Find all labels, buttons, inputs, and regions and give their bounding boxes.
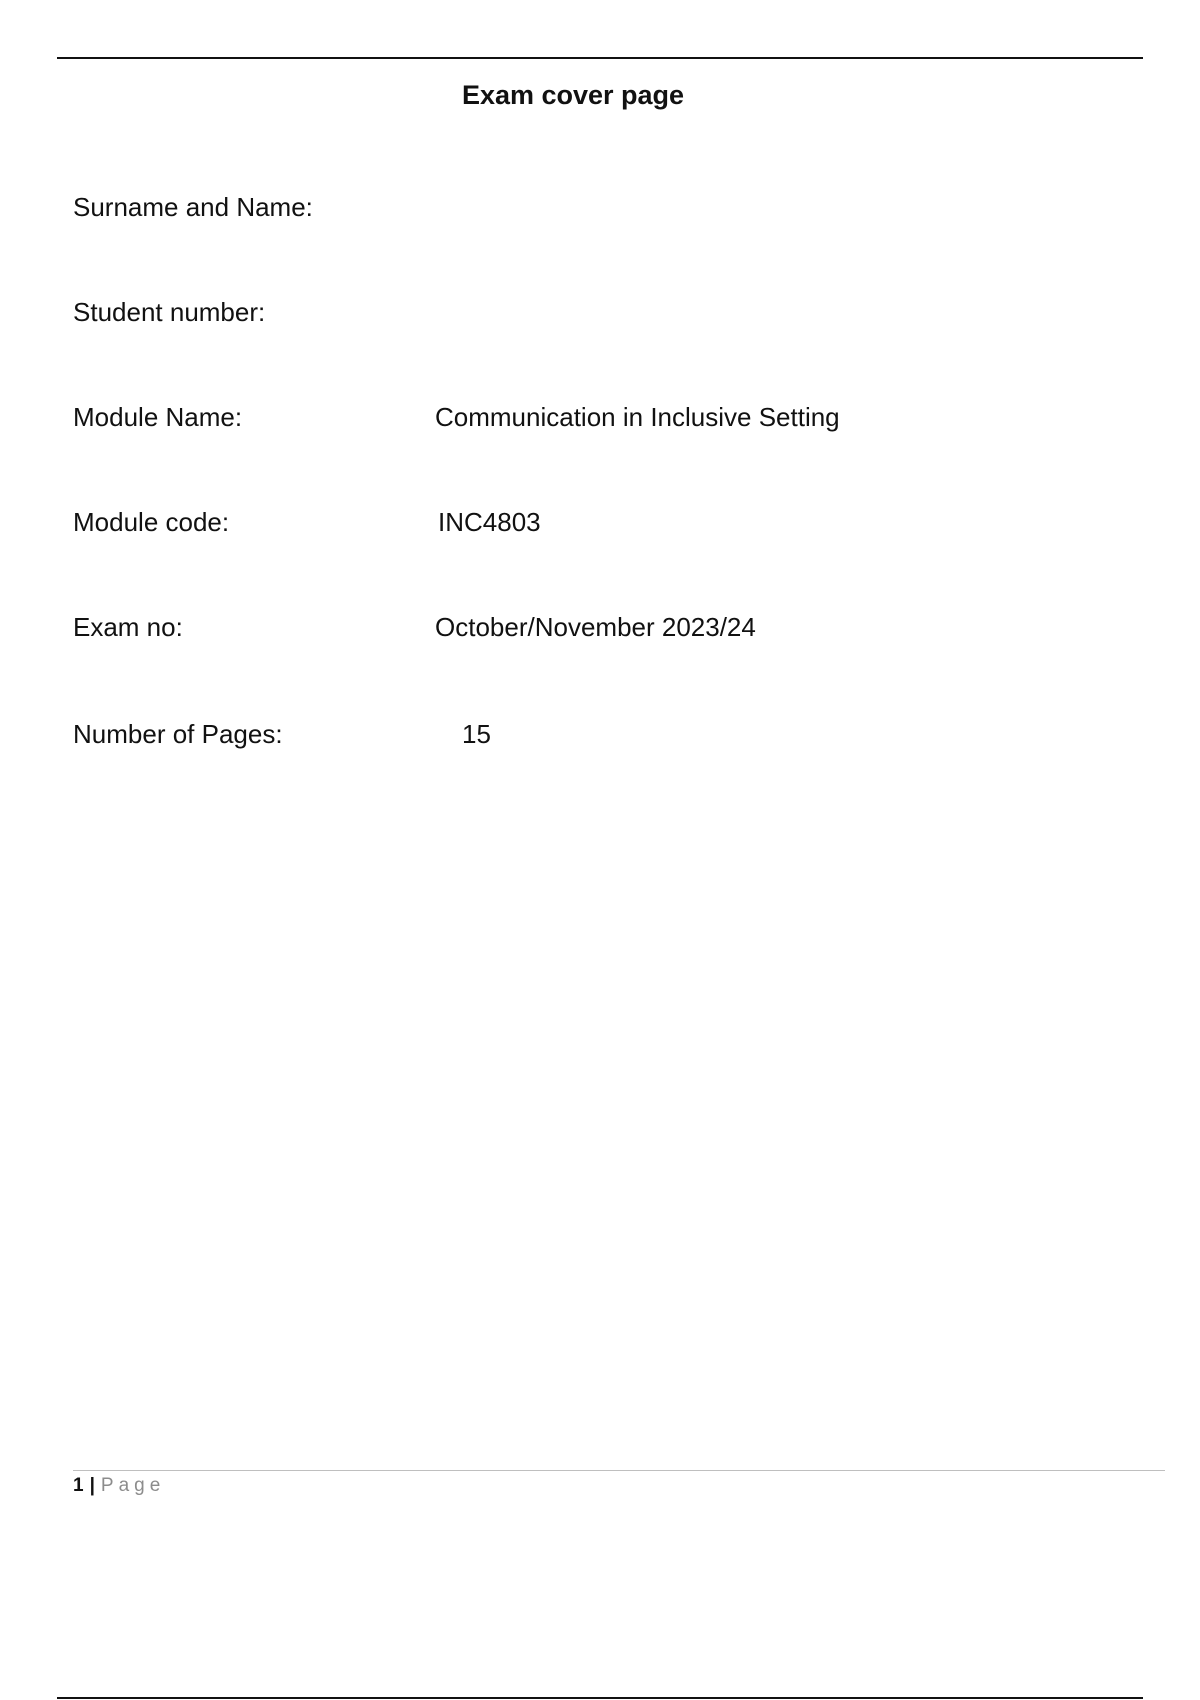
page-number: 1 [73, 1475, 84, 1496]
field-value: INC4803 [438, 507, 541, 537]
field-label: Surname and Name: [73, 192, 313, 222]
field-value: 15 [462, 719, 491, 749]
field-label: Number of Pages: [73, 719, 283, 749]
field-exam-no [73, 610, 1073, 644]
field-number-of-pages [73, 717, 1073, 751]
field-module-name [73, 400, 1073, 434]
field-label: Module code: [73, 507, 230, 537]
page-footer [73, 1474, 165, 1498]
field-surname-and-name [73, 190, 1073, 224]
field-student-number [73, 295, 1073, 329]
field-value: Communication in Inclusive Setting [435, 402, 840, 432]
bottom-rule [57, 1697, 1143, 1699]
field-module-code [73, 505, 1073, 539]
field-label: Module Name: [73, 402, 243, 432]
footer-rule [73, 1470, 1165, 1471]
top-rule [57, 57, 1143, 59]
page-word: Page [100, 1475, 166, 1496]
field-value: October/November 2023/24 [435, 612, 756, 642]
page-separator: | [89, 1475, 95, 1496]
field-label: Student number: [73, 297, 266, 327]
page-title: Exam cover page [461, 80, 685, 110]
field-label: Exam no: [73, 612, 183, 642]
